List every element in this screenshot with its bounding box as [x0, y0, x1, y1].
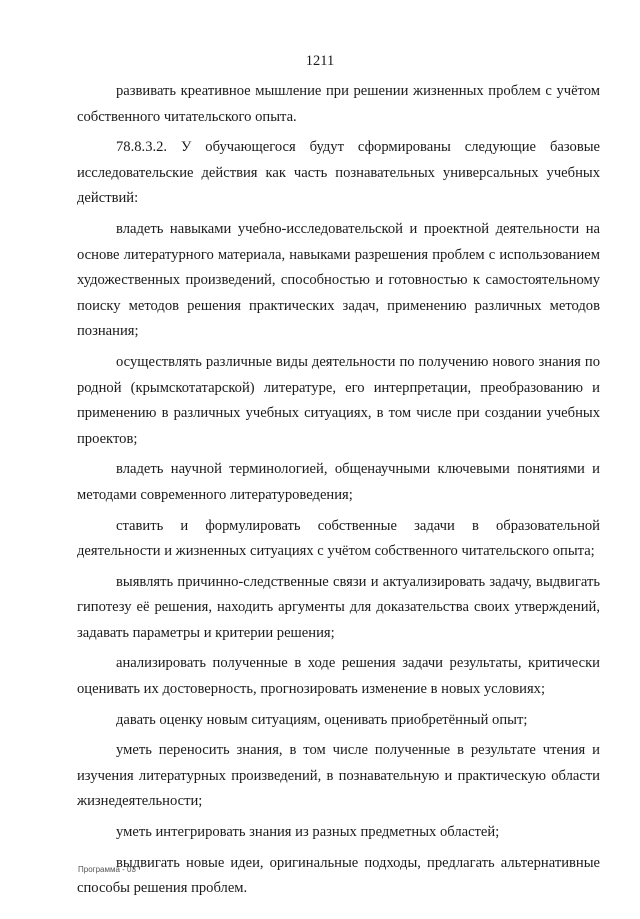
paragraph-4: осуществлять различные виды деятельности по получению нового знания по родной (крымскотатарской) литературе, его интерпретации, преобразованию и применению в различных учебных ситуациях, в том числе при создании учебных проектов; [77, 353, 600, 447]
page-footer: Программа - 03 [78, 865, 136, 874]
paragraph-7: выявлять причинно-следственные связи и актуализировать задачу, выдвигать гипотезу её решения, находить аргументы для доказательства своих утверждений, задавать параметры и критерии решения; [77, 573, 600, 641]
paragraph-1: развивать креативное мышление при решении жизненных проблем с учётом собственного читательского опыта. [77, 83, 600, 125]
paragraph-6: ставить и формулировать собственные задачи в образовательной деятельности и жизненных ситуациях с учётом собственного читательского опыта; [77, 517, 600, 560]
paragraph-2: 78.8.3.2. У обучающегося будут сформированы следующие базовые исследовательские действия как часть познавательных универсальных учебных действий: [77, 139, 600, 207]
paragraph-8: анализировать полученные в ходе решения задачи результаты, критически оценивать их достоверность, прогнозировать изменение в новых условиях; [77, 655, 600, 698]
paragraph-5: владеть научной терминологией, общенаучными ключевыми понятиями и методами современного литературоведения; [77, 461, 600, 503]
paragraph-11: уметь интегрировать знания из разных предметных областей; [116, 824, 500, 841]
paragraph-9: давать оценку новым ситуациям, оценивать приобретённый опыт; [116, 711, 528, 728]
paragraph-12: выдвигать новые идеи, оригинальные подходы, предлагать альтернативные способы решения проблем. [77, 854, 600, 897]
page-number: 1211 [305, 53, 335, 69]
paragraph-10: уметь переносить знания, в том числе полученные в результате чтения и изучения литературных произведений, в познавательную и практическую области жизнедеятельности; [77, 742, 600, 810]
document-body [77, 79, 600, 902]
paragraph-3: владеть навыками учебно-исследовательской и проектной деятельности на основе литературного материала, навыками разрешения проблем с использованием художественных произведений, способностью и готовностью к самостоятельному поиску методов решения практических задач, применению различных методов познания; [77, 220, 600, 340]
